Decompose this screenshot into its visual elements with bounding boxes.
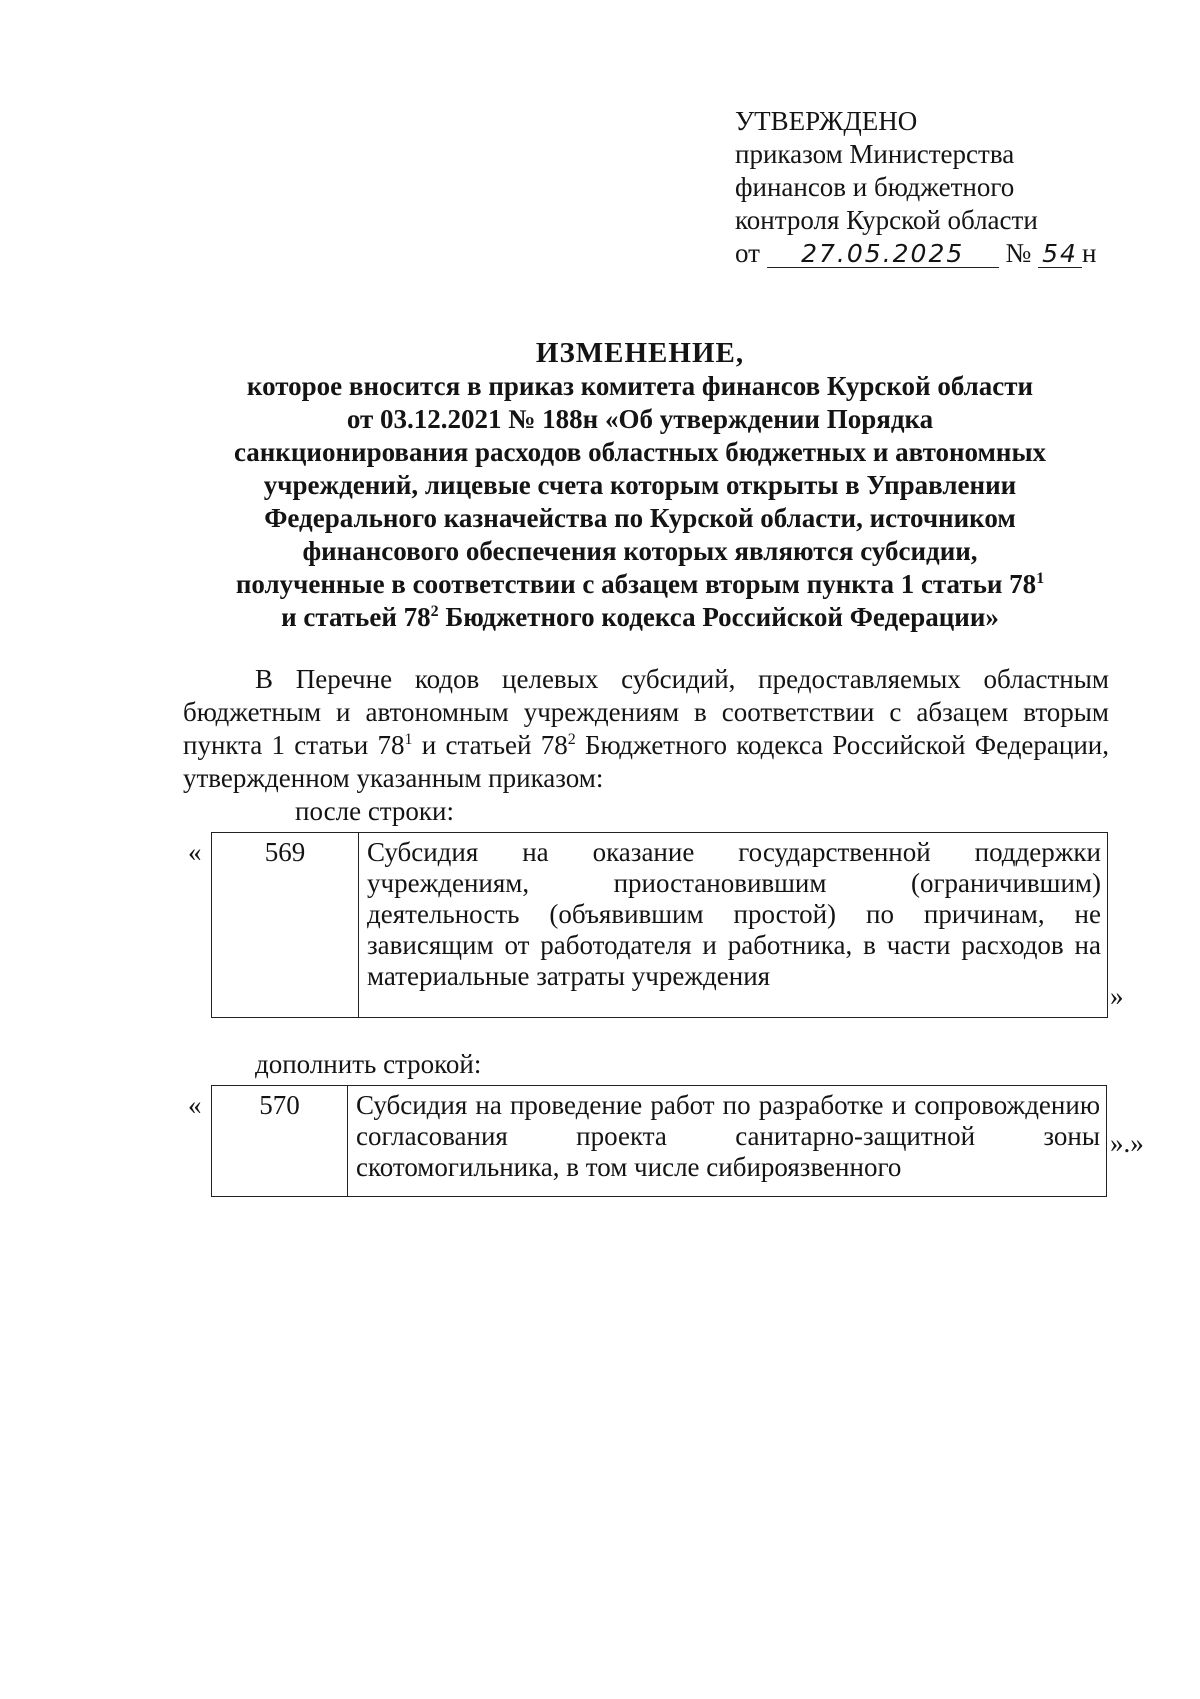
approval-line-3: контроля Курской области [735,205,1038,235]
paragraph-text-end: Бюджетного кодекса Российской Федерации, утвержденном указанным приказом: [183,730,1109,793]
approval-stamp [735,105,1096,270]
close-quote-2: ».» [1110,1128,1144,1158]
body-paragraph [183,663,1109,795]
title-line-8-text: и статьей 78 [281,602,431,632]
after-row-label: после строки: [295,796,454,826]
handwritten-date: 27.05.2025 [767,241,999,268]
subsidy-code: 569 [212,833,359,1018]
title-line-3: санкционирования расходов областных бюджетных и автономных [233,437,1047,467]
subsidy-description: Субсидия на оказание государственной поддержки учреждениям, приостановившим (ограничившим) деятельность (объявившим простой) по причинам, не зависящим от работодателя и работника, в части расходов на материальные затраты учреждения [359,833,1108,1018]
paragraph-text-mid: и статьей 78 [412,730,568,760]
open-quote-2: « [188,1090,202,1120]
approval-line-1: приказом Министерства [735,139,1015,169]
added-row-table [211,1085,1107,1197]
table-row [212,833,1108,1018]
title-line-6: финансового обеспечения которых являются субсидии, [302,536,978,566]
title-line-5: Федерального казначейства по Курской области, источником [264,503,1016,533]
number-prefix: № [1005,238,1032,268]
existing-row-table [211,832,1108,1018]
superscript: 1 [404,731,413,748]
title-line-2: от 03.12.2021 № 188н «Об утверждении Порядка [346,404,934,434]
title-line-4: учреждений, лицевые счета которым открыты в Управлении [263,470,1017,500]
title-line-8-end: Бюджетного кодекса Российской Федерации» [438,602,999,632]
document-heading: ИЗМЕНЕНИЕ, [535,337,745,369]
approval-title: УТВЕРЖДЕНО [735,106,918,136]
title-line-8 [160,601,1120,634]
table-row [212,1086,1107,1197]
number-suffix: н [1081,238,1097,268]
title-line-1: которое вносится в приказ комитета финансов Курской области [246,371,1034,401]
document-title-block [160,337,1120,634]
add-row-label: дополнить строкой: [255,1049,482,1079]
subsidy-code: 570 [212,1086,348,1197]
title-line-7 [160,568,1120,601]
paragraph-text: В Перечне кодов целевых субсидий, предоставляемых областным бюджетным и автономным учреждениям в соответствии с абзацем вторым пункта 1 статьи 78 [183,664,1109,760]
title-line-7-text: полученные в соответствии с абзацем вторым пункта 1 статьи 78 [235,569,1037,599]
approval-date-line [735,237,1096,270]
superscript: 2 [567,731,576,748]
handwritten-number: 54 [1038,241,1082,268]
approval-line-2: финансов и бюджетного [735,172,1015,202]
subsidy-description: Субсидия на проведение работ по разработке и сопровождению согласования проекта санитарно-защитной зоны скотомогильника, в том числе сибироязвенного [348,1086,1107,1197]
close-quote-1: » [1110,981,1124,1011]
superscript: 2 [430,603,439,620]
superscript: 1 [1036,570,1045,587]
open-quote-1: « [188,837,202,867]
date-prefix: от [735,238,760,268]
